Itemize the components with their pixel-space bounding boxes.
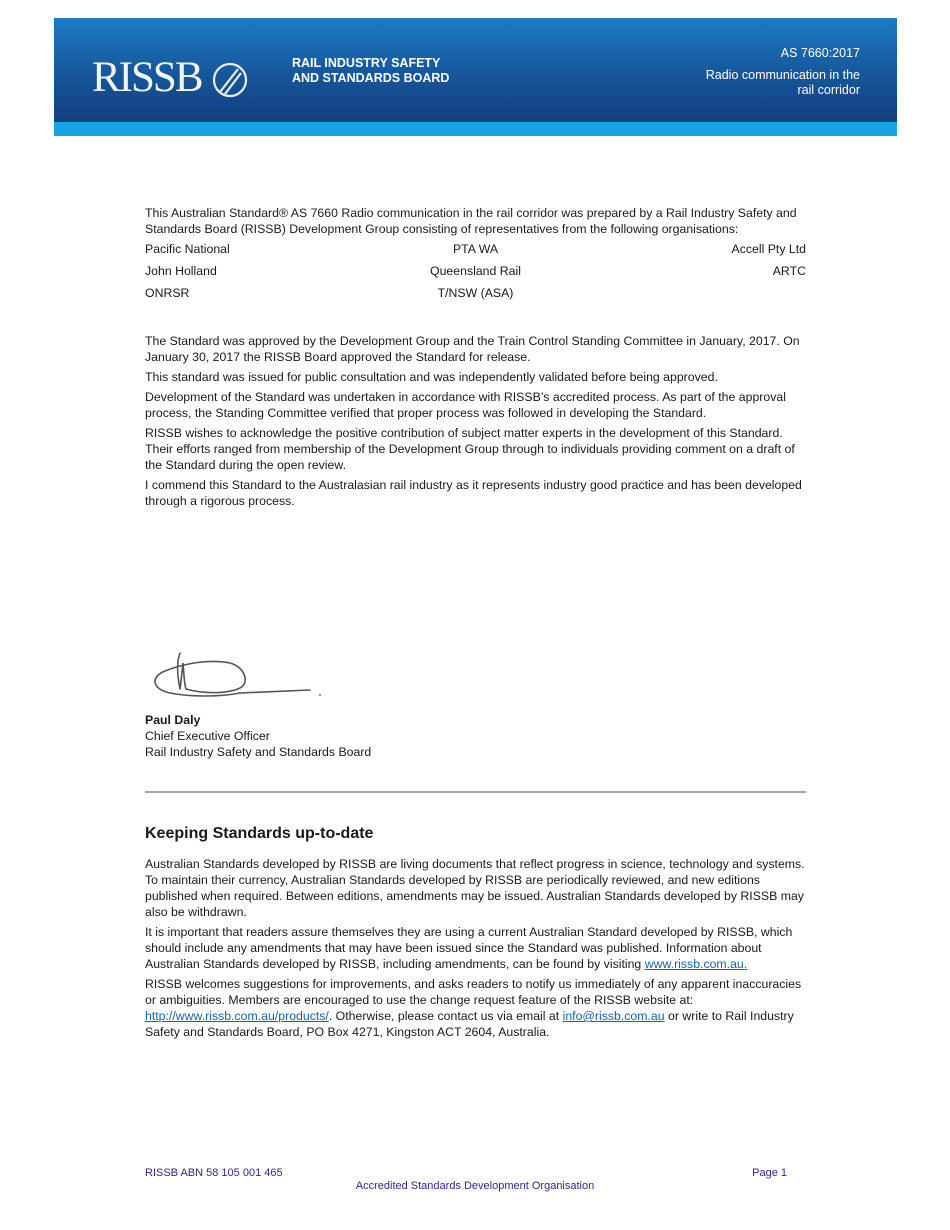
signatory-block — [145, 712, 371, 760]
keeping-paragraph — [145, 976, 806, 1040]
logo-wordmark: RISSB — [92, 54, 202, 101]
footer-accreditation: Accredited Standards Development Organisation — [355, 1180, 595, 1192]
paragraph-text: It is important that readers assure themselves they are using a current Australian Standard developed by RISSB, which should include any amendments that may have been issued since the Standard was published. Information about Australian Standards developed by RISSB, including amendments, can be found by visiting — [145, 925, 793, 971]
signature-image — [150, 643, 335, 703]
approval-paragraph: The Standard was approved by the Development Group and the Train Control Standing Committee in January, 2017. On January 30, 2017 the RISSB Board approved the Standard for release. — [145, 334, 800, 364]
org-row — [145, 263, 806, 285]
org-name: ARTC — [772, 264, 806, 278]
footer-page-number: Page 1 — [752, 1167, 787, 1179]
standard-code: AS 7660:2017 — [780, 46, 860, 60]
footer-abn: RISSB ABN 58 105 001 465 — [145, 1167, 283, 1179]
approval-paragraph: This standard was issued for public consultation and was independently validated before being approved. — [145, 370, 718, 384]
org-name: Queensland Rail — [430, 264, 521, 278]
keeping-paragraph — [145, 924, 806, 972]
intro-paragraph: This Australian Standard® AS 7660 Radio communication in the rail corridor was prepared by a Rail Industry Safety and Standards Board (RISSB) Development Group consisting of representatives from the following organisations: — [145, 206, 797, 236]
org-name: John Holland — [145, 264, 217, 278]
rail-swoosh-icon — [210, 60, 250, 100]
keeping-standards-section — [145, 824, 806, 1044]
logo-org-name-line1: RAIL INDUSTRY SAFETY — [292, 56, 441, 70]
org-row — [145, 241, 806, 263]
approval-paragraph: I commend this Standard to the Australasian rail industry as it represents industry good practice and has been developed through a rigorous process. — [145, 478, 802, 508]
standard-title-line2: rail corridor — [797, 83, 860, 97]
logo-org-name-line2: AND STANDARDS BOARD — [292, 70, 450, 85]
section-divider — [145, 791, 806, 793]
paragraph-text: . Otherwise, please contact us via email at — [328, 1009, 563, 1023]
org-name: Accell Pty Ltd — [731, 242, 806, 256]
org-name: PTA WA — [452, 242, 499, 256]
approval-paragraph: Development of the Standard was undertaken in accordance with RISSB’s accredited process. As part of the approval process, the Standing Committee verified that proper process was followed in developing the Standard. — [145, 390, 786, 420]
org-name: Pacific National — [145, 242, 230, 256]
rissb-website-link[interactable]: www.rissb.com.au. — [644, 957, 748, 971]
standard-title — [706, 68, 860, 98]
email-link[interactable]: info@rissb.com.au — [562, 1009, 665, 1023]
paragraph-text: RISSB welcomes suggestions for improvements, and asks readers to notify us immediately of any apparent inaccuracies or ambiguities. Members are encouraged to use the change request feature of the RISSB website at: — [145, 977, 802, 1007]
keeping-paragraph: Australian Standards developed by RISSB are living documents that reflect progress in science, technology and systems. To maintain their currency, Australian Standards developed by RISSB are periodically reviewed, and new editions published when required. Between editions, amendments may be issued. Australian Standards developed by RISSB may also be withdrawn. — [145, 857, 805, 919]
header-stripe — [54, 122, 897, 136]
approval-paragraph: RISSB wishes to acknowledge the positive contribution of subject matter experts in the development of this Standard. Their efforts ranged from membership of the Development Group through to individuals providing comment on a draft of the Standard during the open review. — [145, 426, 795, 472]
org-name: T/NSW (ASA) — [437, 286, 514, 300]
standard-title-line1: Radio communication in the — [705, 68, 860, 82]
signatory-name: Paul Daly — [145, 713, 201, 727]
logo-org-name — [292, 56, 449, 85]
org-name: ONRSR — [145, 286, 190, 300]
preface-content — [145, 205, 806, 513]
signatory-role: Chief Executive Officer — [145, 729, 270, 743]
signatory-organisation: Rail Industry Safety and Standards Board — [145, 745, 372, 759]
org-row — [145, 285, 806, 307]
products-link[interactable]: http://www.rissb.com.au/products/ — [145, 1009, 329, 1023]
paragraph-text: or write to Rail Industry Safety and Standards Board, PO Box 4271, Kingston ACT 2604, Australia. — [145, 1009, 794, 1039]
section-heading: Keeping Standards up-to-date — [145, 825, 374, 842]
